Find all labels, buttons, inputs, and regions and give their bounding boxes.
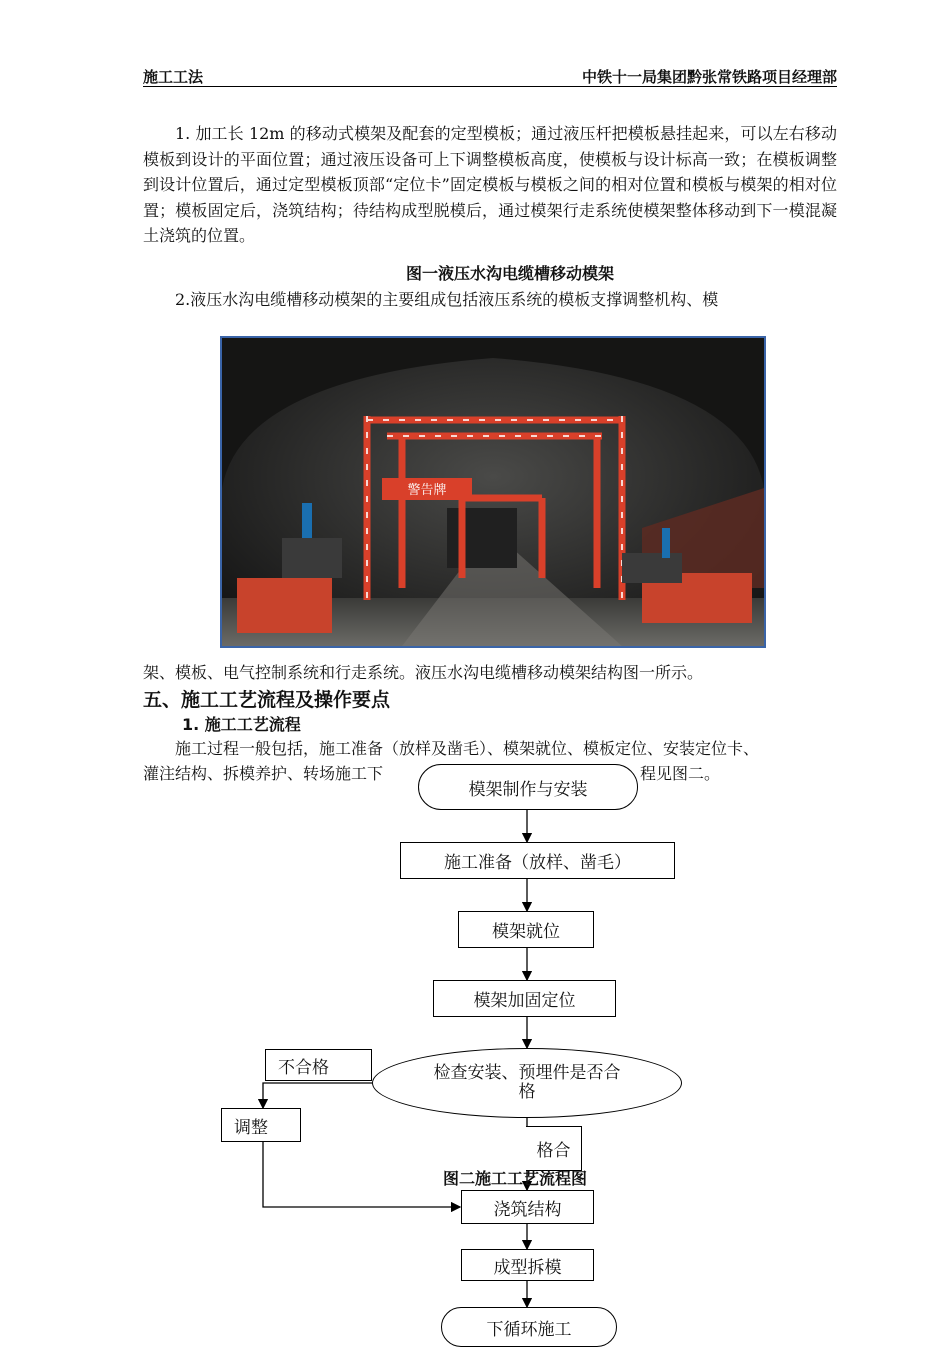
paragraph-3-line2-tail: 程见图二。: [640, 764, 721, 783]
flow-end: 下循环施工: [441, 1307, 617, 1347]
paragraph-2-end: 架、模板、电气控制系统和行走系统。液压水沟电缆槽移动模架结构图一所示。: [143, 663, 704, 682]
flow-step-frame-fix: 模架加固定位: [433, 980, 616, 1017]
flow-adjust: 调整: [221, 1108, 301, 1142]
photo-banner-text: 警告牌: [407, 483, 447, 498]
subsection1-title: 1. 施工工艺流程: [182, 715, 301, 734]
flow-start: 模架制作与安装: [418, 764, 638, 810]
section5-title: 五、施工工艺流程及操作要点: [143, 689, 391, 711]
flow-step-frame-position: 模架就位: [458, 911, 594, 948]
flow-decision: 检查安装、预埋件是否合格: [372, 1048, 682, 1118]
paragraph-3-line2: 灌注结构、拆模养护、转场施工下: [143, 764, 384, 783]
paragraph-1: 1. 加工长 12m 的移动式模架及配套的定型模板；通过液压杆把模板悬挂起来，可以左右移动模板到设计的平面位置；通过液压设备可上下调整模板高度，使模板与设计标高一致；在模板调整到设计位置后，通过定型模板顶部“定位卡”固定模板与模板之间的相对位置和模板与模架的相对位置；模板固定后，浇筑结构；待结构成型脱模后，通过模架行走系统使模架整体移动到下一模混凝土浇筑的位置。: [143, 124, 837, 245]
flow-step-demould: 成型拆模: [461, 1249, 594, 1281]
flow-step-prepare: 施工准备（放样、凿毛）: [400, 842, 675, 879]
flow-step-pour: 浇筑结构: [461, 1190, 594, 1224]
paragraph-3-line1: 施工过程一般包括，施工准备（放样及凿毛）、模架就位、模板定位、安装定位卡、: [175, 739, 760, 758]
header-left: 施工工法: [143, 68, 204, 86]
figure2-caption: 图二施工工艺流程图: [442, 1169, 587, 1188]
figure1-caption: 图一液压水沟电缆槽移动模架: [405, 264, 614, 283]
header-right: 中铁十一局集团黔张常铁路项目经理部: [581, 68, 837, 86]
paragraph-2-start: 2.液压水沟电缆槽移动模架的主要组成包括液压系统的模板支撑调整机构、模: [175, 290, 719, 309]
flow-pass-label: 格合: [526, 1126, 582, 1171]
flow-fail-label: 不合格: [265, 1049, 372, 1081]
